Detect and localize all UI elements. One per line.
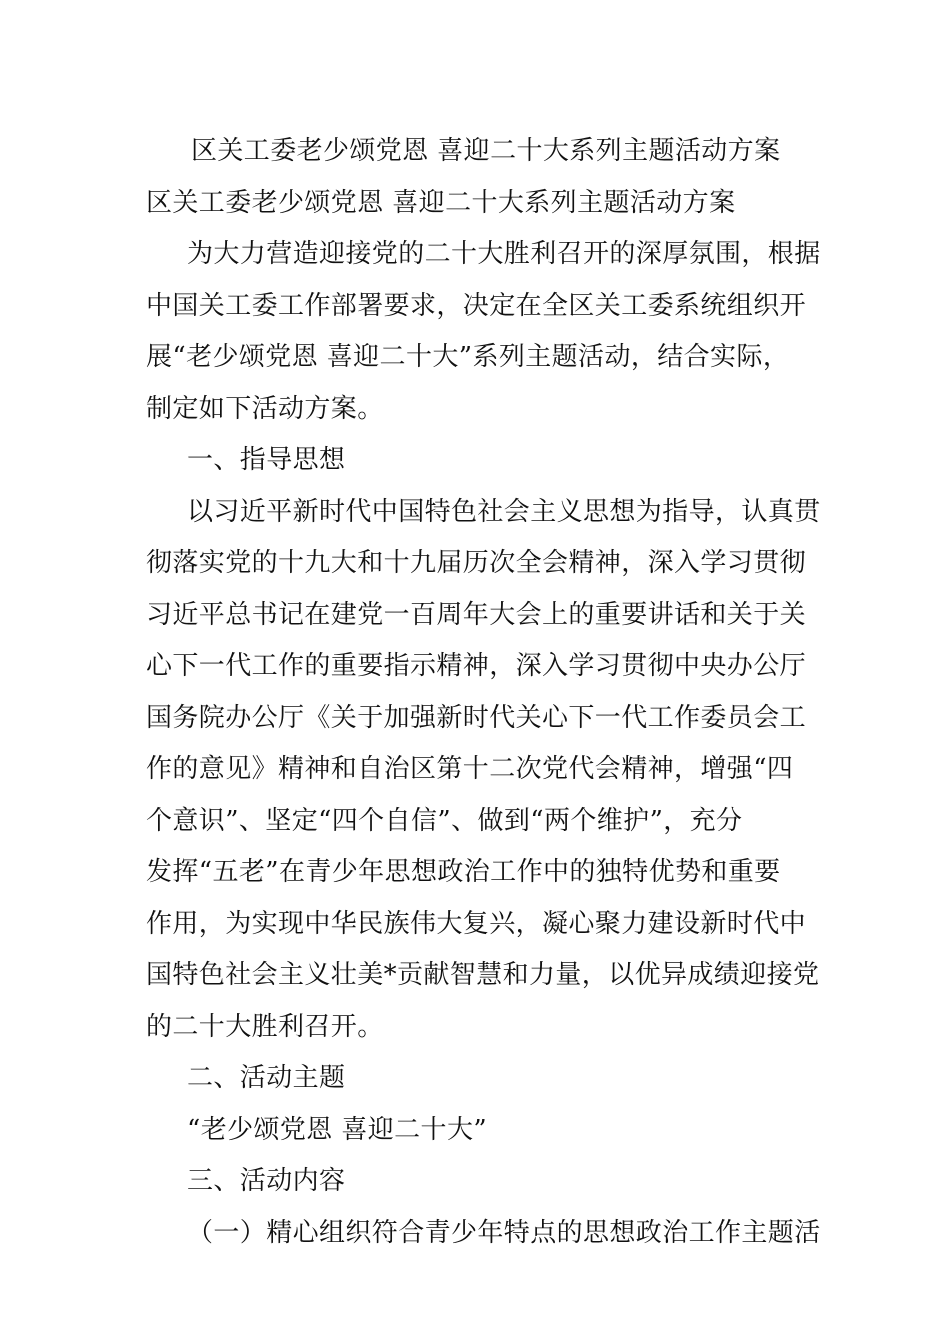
document-page [146,126,821,1259]
paragraph-line: 国特色社会主义壮美*贡献智慧和力量，以优异成绩迎接党 [146,960,820,990]
intro-line: 制定如下活动方案。 [146,393,384,424]
intro-line: 中国关工委工作部署要求，决定在全区关工委系统组织开 [146,290,807,321]
section-heading-guiding-ideology: 一、指导思想 [187,445,346,475]
intro-line: 展“老少颂党恩 喜迎二十大”系列主题活动，结合实际， [146,342,790,372]
paragraph-line: 发挥“五老”在青少年思想政治工作中的独特优势和重要 [146,857,781,887]
intro-paragraph [146,229,821,435]
paragraph-line: 以习近平新时代中国特色社会主义思想为指导，认真贯 [187,496,821,527]
section-heading-activity-theme: 二、活动主题 [187,1063,346,1093]
paragraph-line: 国务院办公厅《关于加强新时代关心下一代工作委员会工 [146,702,807,733]
paragraph-line: 习近平总书记在建党一百周年大会上的重要讲话和关于关 [146,599,807,630]
activity-theme-text: “老少颂党恩 喜迎二十大” [187,1114,488,1145]
document-title: 区关工委老少颂党恩 喜迎二十大系列主题活动方案 [191,136,781,166]
document-subtitle: 区关工委老少颂党恩 喜迎二十大系列主题活动方案 [146,187,736,218]
paragraph-line: 作用，为实现中华民族伟大复兴，凝心聚力建设新时代中 [146,908,807,939]
section-heading-activity-content: 三、活动内容 [187,1166,346,1196]
paragraph-line: 作的意见》精神和自治区第十二次党代会精神，增强“四 [146,754,794,784]
paragraph-line: 个意识”、坚定“四个自信”、做到“两个维护”，充分 [146,805,743,836]
activity-content-item: （一）精心组织符合青少年特点的思想政治工作主题活 [187,1217,821,1248]
paragraph-line: 彻落实党的十九大和十九届历次全会精神，深入学习贯彻 [146,548,807,578]
guiding-ideology-paragraph [146,487,821,1054]
paragraph-line: 的二十大胜利召开。 [146,1011,384,1042]
paragraph-line: 心下一代工作的重要指示精神，深入学习贯彻中央办公厅 [146,651,807,681]
intro-line: 为大力营造迎接党的二十大胜利召开的深厚氛围，根据 [187,239,821,269]
